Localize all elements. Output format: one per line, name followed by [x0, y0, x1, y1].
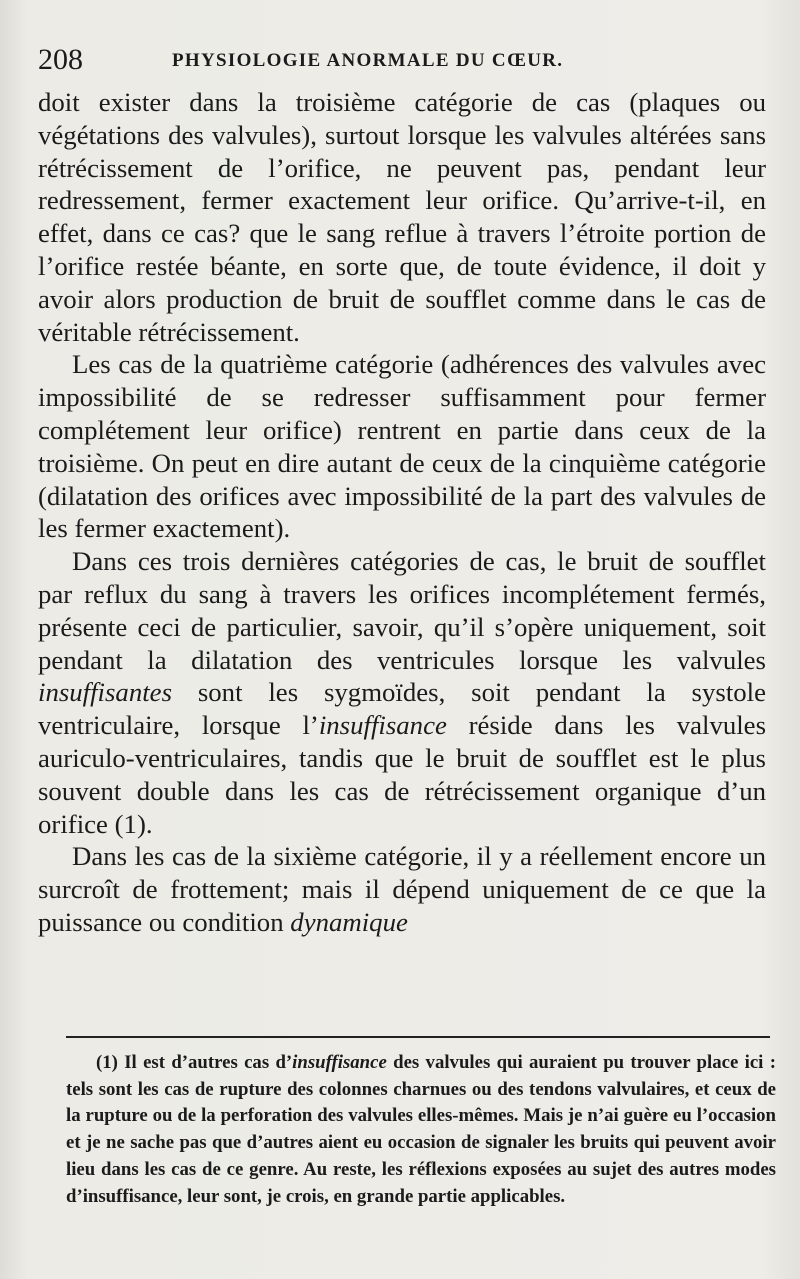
paragraph — [38, 348, 766, 545]
paragraph — [38, 545, 766, 840]
page-number: 208 — [38, 43, 83, 76]
paragraph-text: réside dans les valvules auriculo-ventriculaires, tandis que le bruit de soufflet est le plus souvent double dans les cas de rétrécissement organique d’un orifice (1). — [38, 710, 767, 839]
running-head: PHYSIOLOGIE ANORMALE DU CŒUR. — [172, 50, 564, 71]
paragraph-text: Dans ces trois dernières catégories de cas, le bruit de soufflet par reflux du sang à travers les orifices incomplétement fermés, présente ceci de particulier, savoir, qu’il s’opère uniquement, soit pendant la dilatation des ventricules lorsque les valvules — [38, 546, 766, 675]
paragraph-text: Dans les cas de la sixième catégorie, il y a réellement encore un surcroît de frottement; mais il dépend uniquement de ce que la puissance ou condition — [38, 841, 766, 937]
paragraph-continuation — [38, 86, 766, 348]
paragraph-text: doit exister dans la troisième catégorie de cas (plaques ou végétations des valvules), surtout lorsque les valvules altérées sans rétrécissement de l’orifice, ne peuvent pas, pendant leur redressement, fermer exactement leur orifice. Qu’arrive-t-il, en effet, dans ce cas? que le sang reflue à travers l’étroite portion de l’orifice restée béante, en sorte que, de toute évidence, il doit y avoir alors production de bruit de soufflet comme dans le cas de véritable rétrécissement. — [38, 87, 766, 347]
paragraph-text: Les cas de la quatrième catégorie (adhérences des valvules avec impossibilité de se redresser suffisamment pour fermer complétement leur orifice) rentrent en partie dans ceux de la troisième. On peut en dire autant de ceux de la cinquième catégorie (dilatation des orifices avec impossibilité de la part des valvules de les fermer exactement). — [38, 349, 766, 544]
italic-term: insuffisance — [292, 1052, 387, 1073]
footnote-paragraph — [66, 1050, 776, 1210]
footnote — [66, 1050, 776, 1210]
main-text — [38, 86, 766, 939]
footnote-divider — [66, 1036, 770, 1038]
footnote-text: (1) Il est d’autres cas d’ — [96, 1052, 293, 1073]
footnote-text: des valvules qui auraient pu trouver place ici : tels sont les cas de rupture des colonnes charnues ou des tendons valvulaires, et ceux de la rupture ou de la perforation des valvules elles-mêmes. Mais je n’ai guère eu l’occasion et je ne sache pas que d’autres aient eu occasion de signaler les bruits qui peuvent avoir lieu dans les cas de ce genre. Au reste, les réflexions exposées au sujet des autres modes d’insuffisance, leur sont, je crois, en grande partie applicables. — [66, 1052, 776, 1207]
italic-term: insuffisantes — [38, 677, 172, 708]
page-header — [38, 42, 778, 82]
italic-term: dynamique — [290, 906, 408, 937]
paragraph — [38, 840, 766, 938]
paragraph-text: sont les sygmoïdes, soit pendant la systole ventriculaire, lorsque l’ — [38, 677, 766, 741]
italic-term: insuffisance — [318, 710, 447, 741]
